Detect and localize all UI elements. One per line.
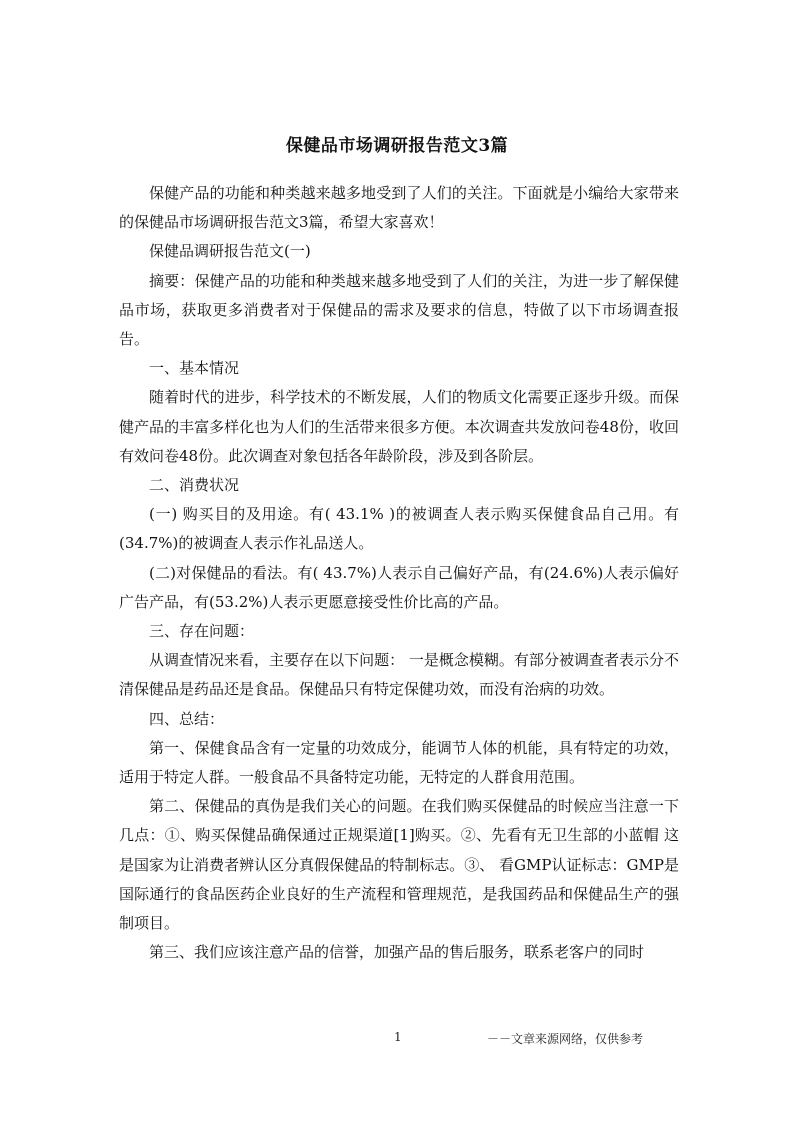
summary-third-paragraph: 第三、我们应该注意产品的信誉，加强产品的售后服务，联系老客户的同时: [149, 943, 645, 962]
heading-basic-situation: 一、基本情况: [149, 359, 240, 378]
page-number: 1: [394, 1030, 402, 1044]
problems-paragraph: 从调查情况来看，主要存在以下问题： 一是概念模糊。有部分被调查者表示分不清保健品是药品还是食品。保健品只有特定保健功效，而没有治病的功效。: [119, 651, 679, 699]
document-title: 保健品市场调研报告范文3篇: [285, 136, 509, 156]
summary-second-paragraph: 第二、保健品的真伪是我们关心的问题。在我们购买保健品的时候应当注意一下几点：①、购买保健品确保通过正规渠道[1]购买。②、先看有无卫生部的小蓝帽 这是国家为让消费者辨认区分真假保健品的特制标志。③、 看GMP认证标志：GMP是国际通行的食品医药企业良好的生产流程和管理规范，是我国药品和保健品生产的强制项目。: [119, 797, 679, 933]
views-paragraph: (二)对保健品的看法。有( 43.7%)人表示自己偏好产品，有(24.6%)人表示偏好广告产品，有(53.2%)人表示更愿意接受性价比高的产品。: [119, 563, 679, 611]
summary-first-paragraph: 第一、保健食品含有一定量的功效成分，能调节人体的机能，具有特定的功效，适用于特定人群。一般食品不具备特定功能，无特定的人群食用范围。: [119, 738, 679, 787]
intro-paragraph: 保健产品的功能和种类越来越多地受到了人们的关注。下面就是小编给大家带来的保健品市场调研报告范文3篇，希望大家喜欢！: [119, 184, 679, 232]
document-body: [119, 179, 679, 967]
purchase-purpose-paragraph: (一) 购买目的及用途。有( 43.1% )的被调查人表示购买保健食品自己用。有(34.7%)的被调查人表示作礼品送人。: [119, 505, 679, 553]
basic-situation-paragraph: 随着时代的进步，科学技术的不断发展，人们的物质文化需要正逐步升级。而保健产品的丰富多样化也为人们的生活带来很多方便。本次调查共发放问卷48份，收回有效问卷48份。此次调查对象包括各年龄阶段，涉及到各阶层。: [119, 388, 679, 465]
abstract-paragraph: 摘要：保健产品的功能和种类越来越多地受到了人们的关注，为进一步了解保健品市场，获取更多消费者对于保健品的需求及要求的信息，特做了以下市场调查报告。: [119, 271, 679, 349]
heading-consumption-status: 二、消费状况: [149, 476, 240, 495]
heading-summary: 四、总结：: [149, 709, 225, 728]
section-heading-report-one: 保健品调研报告范文(一): [149, 242, 311, 261]
heading-existing-problems: 三、存在问题：: [149, 622, 255, 641]
source-note: －－文章来源网络，仅供参考: [487, 1032, 644, 1046]
